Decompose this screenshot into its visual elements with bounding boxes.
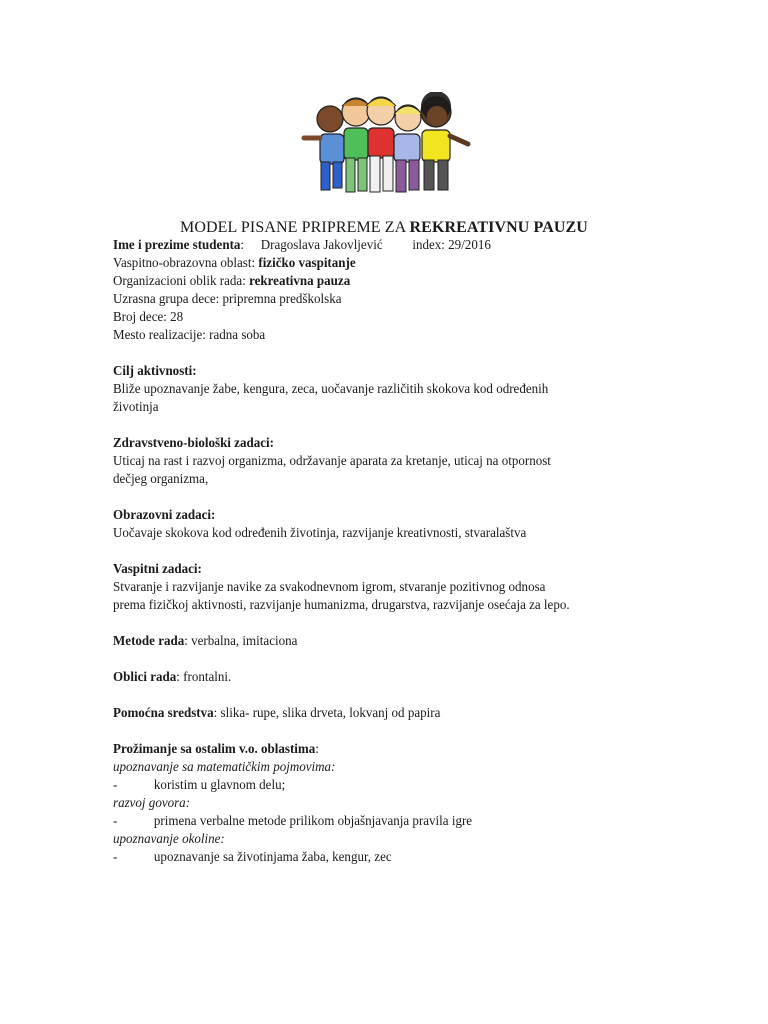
- student-label: Ime i prezime studenta: [113, 238, 241, 253]
- upbringing-text-1: Stvaranje i razvijanje navike za svakodnevnom igrom, stvaranje pozitivnog odnosa: [113, 580, 546, 595]
- goal-heading: Cilj aktivnosti:: [113, 364, 197, 379]
- integration-area-3: upoznavanje okoline:: [113, 832, 225, 847]
- count-line: Broj dece: 28: [113, 310, 184, 325]
- integration-area-1: upoznavanje sa matematičkim pojmovima:: [113, 760, 336, 775]
- student-name: Dragoslava Jakovljević: [260, 238, 383, 253]
- education-text-1: Uočavaje skokova kod određenih životinja, razvijanje kreativnosti, stvaralaštva: [113, 526, 527, 541]
- goal-text-2: životinja: [113, 400, 159, 415]
- place-line: Mesto realizacije: radna soba: [113, 328, 266, 343]
- integration-line: Prožimanje sa ostalim v.o. oblastima:: [113, 742, 319, 757]
- health-text-1: Uticaj na rast i razvoj organizma, održavanje aparata za kretanje, uticaj na otpornost: [113, 454, 551, 469]
- document-title: MODEL PISANE PRIPREME ZA REKREATIVNU PAUZU: [180, 219, 588, 236]
- integration-area-2: razvoj govora:: [113, 796, 191, 811]
- integration-item-2: - primena verbalne metode prilikom objašnjavanja pravila igre: [113, 814, 473, 829]
- goal-text-1: Bliže upoznavanje žabe, kengura, zeca, uočavanje različitih skokova kod određenih: [113, 382, 549, 397]
- integration-item-1: - koristim u glavnom delu;: [113, 778, 286, 793]
- form-line: Organizacioni oblik rada: rekreativna pauza: [113, 274, 351, 289]
- child-figure-1: [304, 106, 344, 190]
- child-figure-3: [366, 97, 396, 192]
- group-line: Uzrasna grupa dece: pripremna predškolska: [113, 292, 342, 307]
- health-text-2: dečjeg organizma,: [113, 472, 209, 487]
- methods-line: Metode rada: verbalna, imitaciona: [113, 634, 298, 649]
- children-illustration: [296, 92, 476, 200]
- forms-line: Oblici rada: frontalni.: [113, 670, 232, 685]
- child-figure-4: [394, 105, 422, 192]
- child-figure-5: [421, 92, 468, 190]
- upbringing-text-2: prema fizičkoj aktivnosti, razvijanje humanizma, drugarstva, razvijanje osećaja za lepo.: [113, 598, 570, 613]
- education-heading: Obrazovni zadaci:: [113, 508, 216, 523]
- health-heading: Zdravstveno-biološki zadaci:: [113, 436, 274, 451]
- student-index: index: 29/2016: [412, 238, 491, 253]
- upbringing-heading: Vaspitni zadaci:: [113, 562, 202, 577]
- integration-item-3: - upoznavanje sa životinjama žaba, kengur, zec: [113, 850, 392, 865]
- aids-line: Pomoćna sredstva: slika- rupe, slika drveta, lokvanj od papira: [113, 706, 441, 721]
- area-line: Vaspitno-obrazovna oblast: fizičko vaspitanje: [113, 256, 356, 271]
- child-figure-2: [342, 98, 370, 192]
- document-body: [113, 237, 634, 867]
- student-line: Ime i prezime studenta: Dragoslava Jakovljević index: 29/2016: [113, 238, 491, 253]
